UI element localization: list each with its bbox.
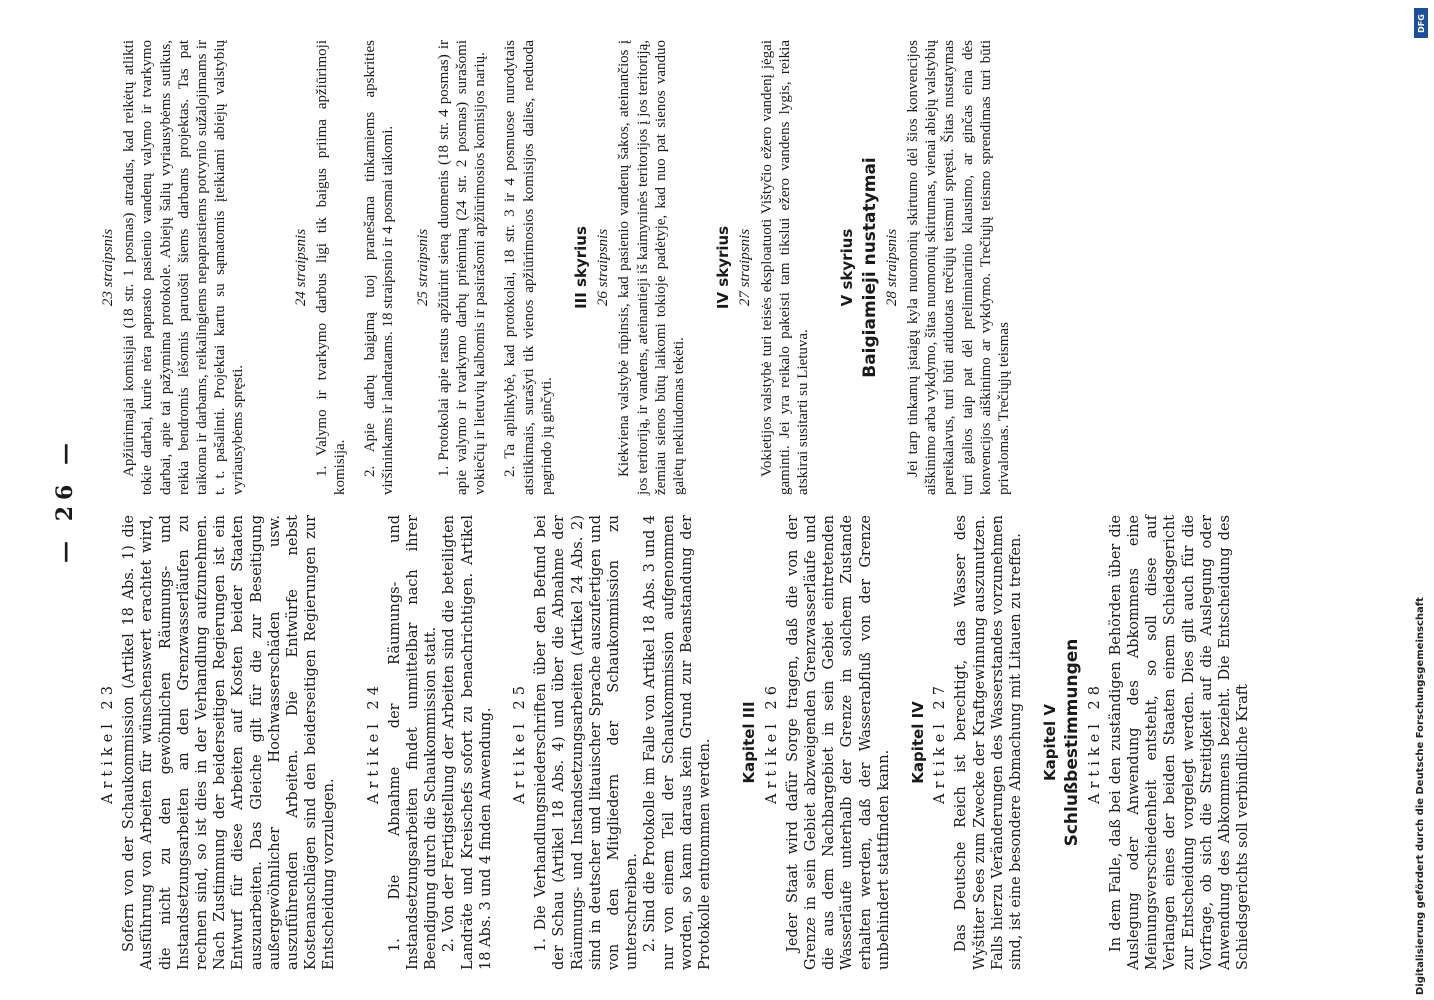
straipsnis-27-heading: 27 straipsnis [737,228,754,307]
article-27-heading: Artikel 27 [932,681,949,804]
article-23-heading: Artikel 23 [100,681,116,804]
article-27-text: Das Deutsche Reich ist berechtigt, das Wasser des Wyštiter Sees zum Zwecke der Kraftgewinnung auszunutzen. Falls hierzu Veränderungen des Wasserstandes vorzunehmen sind, ist eine besondere Abmachung mit Litauen zu treffen. [953,515,1024,970]
straipsnis-25-heading: 25 straipsnis [414,228,431,307]
article-25-para-1: 1. Die Verhandlungsniederschriften über den Befund bei der Schau (Artikel 18 Abs. 4) und über die Abnahme der Räumungs- und Instandsetzungsarbeiten (Artikel 24 Abs. 2) sind in deutscher und litauischer Sprache auszufertigen und von den Mitgliedern der Schaukommission zu unterschreiben. [533,515,641,970]
skyrius-3-heading: III skyrius [572,226,591,309]
straipsnis-23-text: Apžiūrimajai komisijai (18 str. 1 posmas) atradus, kad reikėtų atlikti tokie darbai, kurie nėra paprasto pasienio vandenų valymo ir tvarkymo darbai, apie tai pažymima protokole. Abiejų šalių vyriausybėms sutikus, reikia bendromis lėšomis paruošti šiems darbams projektas. Tas pat taikoma ir darbams, reikalingiems nepaprastiems potvynio sužalojimams ir t. t. pašalinti. Projektai kartu su sąmatomis įteikiami abiejų valstybių vyriausybėms spręsti. [121,40,247,495]
straipsnis-25-para-2: 2. Ta aplinkybė, kad protokolai, 18 str. 3 ir 4 posmuose nurodytais atsitikimais, surašyti tik vienos apžiūrimosios komisijos dalies, neduoda pagrindo jų ginčyti. [502,40,555,495]
article-25-heading: Artikel 25 [512,681,529,804]
straipsnis-28-text: Jei tarp tinkamų įstaigų kyla nuomonių skirtumo dėl šios konvencijos aiškinimo arba vykdymo, šitas nuomonių skirtumas, vienai abiejų valstybių pareikalavus, turi būti atiduotas trečiųjų teismui spręsti. Šitas nustatymas turi galios taip pat dėl preliminarinio klausimo, ar ginčas eina dės konvencijos aiškinimo ar vykdymo. Trečiųjų teismo sprendimas turi būti privalomas. Trečiųjų teismas [904,40,1012,495]
dfg-logo: DFG [1414,8,1428,38]
chapter-5-heading: Kapitel V [1041,704,1060,781]
article-24-para-1: 1. Die Abnahme der Räumungs- und Instandsetzungsarbeiten findet unmittelbar nach ihrer Beendigung durch die Schaukommission statt. [386,515,440,970]
straipsnis-25-para-1: 1. Protokolai apie rastus apžiūrint sieną duomenis (18 str. 4 posmas) ir apie valymo ir tvarkymo darbų priėmimą (24 str. 2 posmas) surašomi vokiečių ir lietuvių kalbomis ir pasirašomi apžiūrimosios komisijos narių. [435,40,489,495]
lithuanian-column [95,40,1013,495]
digitization-credit: Digitalisierung gefördert durch die Deutsche Forschungsgemeinschaft [1415,597,1426,995]
chapter-4-heading: Kapitel IV [908,701,927,784]
article-23-text: Sofern von der Schaukommission (Artikel 18 Abs. 1) die Ausführung von Arbeiten für wünschenswert erachtet wird, die nicht zu den gewöhnlichen Räumungs- und Instandsetzungsarbeiten an den Grenzwasserläufen zu rechnen sind, so ist dies in der Verhandlung aufzunehmen. Nach Zustimmung der beiderseitigen Regierungen ist ein Entwurf für diese Arbeiten auf Kosten beider Staaten auszuarbeiten. Das Gleiche gilt für die zur Beseitigung außergewöhnlicher Hochwasserschäden usw. auszuführenden Arbeiten. Die Entwürfe nebst Kostenanschlägen sind den beiderseitigen Regierungen zur Entscheidung vorzulegen. [121,515,338,970]
straipsnis-23-heading: 23 straipsnis [100,228,116,307]
article-24-heading: Artikel 24 [365,681,382,804]
straipsnis-26-heading: 26 straipsnis [595,228,612,307]
article-28-heading: Artikel 28 [1086,681,1103,804]
straipsnis-28-heading: 28 straipsnis [883,228,900,307]
skyrius-5-title: Baigiamieji nustatymai [859,157,880,378]
article-24-para-2: 2. Von der Fertigstellung der Arbeiten sind die beteiligten Landräte und Kreischefs sofort zu benachrichtigen. Artikel 18 Abs. 3 und 4 finden Anwendung. [441,515,494,970]
chapter-5-title: Schlußbestimmungen [1062,638,1083,847]
article-25-para-2: 2. Sind die Protokolle im Falle von Artikel 18 Abs. 3 und 4 nur von einem Teil der Schaukommission aufgenommen worden, so kann daraus kein Grund zur Beanstandung der Protokolle entnommen werden. [642,515,714,970]
straipsnis-24-para-2: 2. Apie darbų baigimą tuoj pranešama tinkamiems apskrities viršininkams ir landratams. 18 straipsnio ir 4 posmai taikomi. [362,40,397,495]
page-number: — 26 — [52,437,78,563]
article-26-heading: Artikel 26 [763,681,780,804]
straipsnis-27-text: Vokietijos valstybė turi teisės eksploatuoti Vištyčio ežero vandenį jėgai gaminti. Jei yra reikalo pakeisti tam tikslui ežero vandens lygis, reikia atskirai susitarti su Lietuva. [758,40,812,495]
straipsnis-24-heading: 24 straipsnis [292,228,309,307]
straipsnis-26-text: Kiekviena valstybė rūpinsis, kad pasienio vandenų šakos, ateinančios į jos teritoriją, ir vandens, ateinantieji iš kaimyninės teritorijos į jos teritoriją, žemiau sienos būtų laikomi tokioje padėtyje, kad nuo pat sienos vanduo galėtų nekliudomas tekėti. [616,40,688,495]
straipsnis-24-para-1: 1. Valymo ir tvarkymo darbus ligi tik baigus priima apžiūrimoji komisija. [313,40,349,495]
german-column [95,515,1252,970]
skyrius-5-heading: V skyrius [838,228,857,307]
chapter-3-heading: Kapitel III [740,701,759,784]
article-28-text: In dem Falle, daß bei den zuständigen Behörden über die Auslegung oder Anwendung des Abkommens eine Meinungsverschiedenheit entsteht, so soll diese auf Verlangen eines der beiden Staaten einem Schiedsgericht zur Entscheidung vorgelegt werden. Dies gilt auch für die Vorfrage, ob sich die Streitigkeit auf die Auslegung oder Anwendung des Abkommens bezieht. Die Entscheidung des Schiedsgerichts soll verbindliche Kraft [1107,515,1252,970]
skyrius-4-heading: IV skyrius [714,225,733,310]
article-26-text: Jeder Staat wird dafür Sorge tragen, daß die von der Grenze in sein Gebiet abzweigenden Grenzwasserläufe und die aus dem Nachbargebiet in sein Gebiet eintretenden Wasserläufe unterhalb der Grenze in solchem Zustande erhalten werden, daß der Wasserabfluß von der Grenze unbehindert stattfinden kann. [784,515,892,970]
